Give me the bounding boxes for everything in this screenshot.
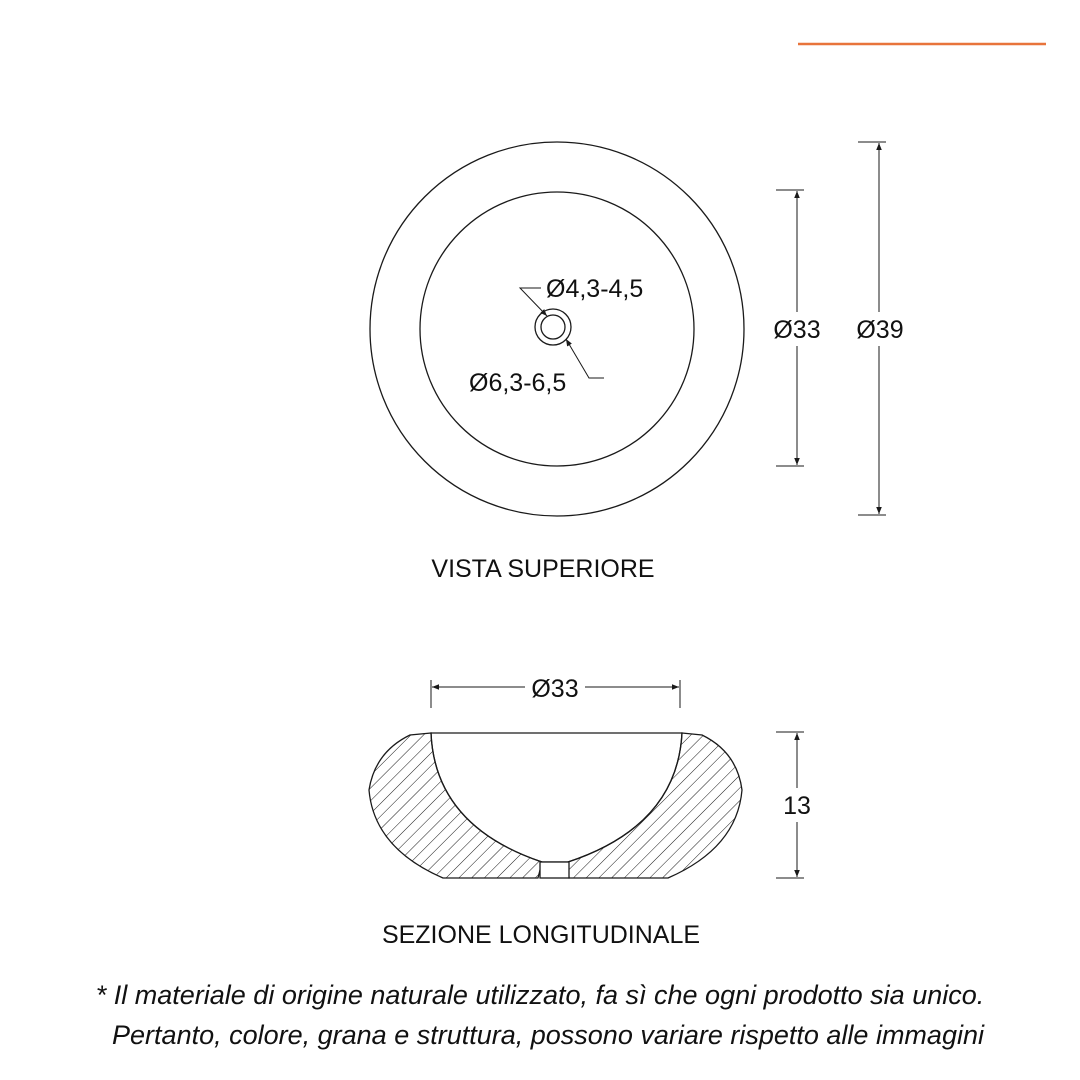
top-view xyxy=(370,142,904,583)
drain-outer-label: Ø6,3-6,5 xyxy=(469,369,567,397)
section-height-label: 13 xyxy=(783,792,811,820)
drain-inner-circle xyxy=(541,315,565,339)
disclaimer-line-1: * Il materiale di origine naturale utilizzato, fa sì che ogni prodotto sia unico. xyxy=(95,980,985,1010)
outer-diameter-label: Ø39 xyxy=(856,316,904,344)
drain-hole xyxy=(540,862,569,878)
top-view-caption: VISTA SUPERIORE xyxy=(431,555,655,583)
right-wall-section xyxy=(568,733,742,878)
section-view xyxy=(369,675,811,949)
drain-inner-leader xyxy=(520,288,547,316)
section-view-caption: SEZIONE LONGITUDINALE xyxy=(381,921,701,949)
inner-basin-circle xyxy=(420,192,694,466)
inner-diameter-label: Ø33 xyxy=(773,316,821,344)
drain-inner-label: Ø4,3-4,5 xyxy=(546,275,644,303)
section-width-label: Ø33 xyxy=(531,675,579,703)
outer-rim-circle xyxy=(370,142,744,516)
drain-outer-leader xyxy=(566,339,604,378)
disclaimer-line-2: Pertanto, colore, grana e struttura, possono variare rispetto alle immagini xyxy=(112,1020,984,1050)
